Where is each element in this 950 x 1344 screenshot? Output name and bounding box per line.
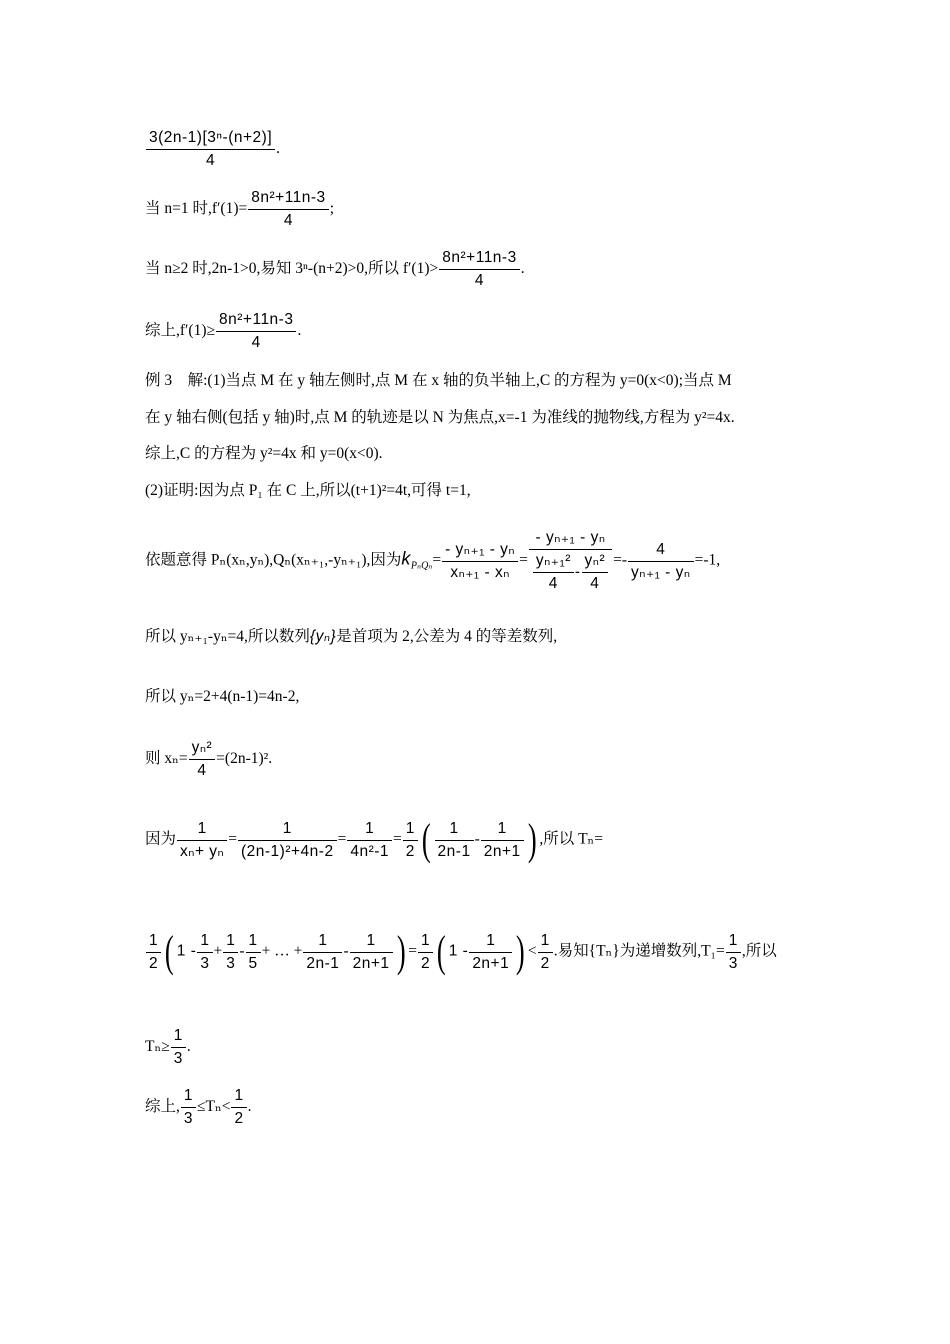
example-3-line-d: (2)证明:因为点 P₁ 在 C 上,所以(t+1)²=4t,可得 t=1, (145, 482, 471, 499)
fraction: $\frac{1}{2n+1}$ (350, 931, 393, 974)
fraction: $\frac{\text{yₙ₊₁²}}{4}$ (533, 551, 574, 594)
fraction: $\frac{1}{2}$ (538, 931, 553, 974)
fraction: $\frac{\text{8n²+11n-3}}{4}$ (439, 248, 519, 291)
formula-line-4: 综上,f′(1)≥ $\frac{\text{8n²+11n-3}}{4}$ . (145, 311, 302, 351)
fraction: $\frac{1}{2}$ (146, 931, 161, 974)
fraction: $\frac{4}{\text{yₙ₊₁ - yₙ}}$ (628, 540, 694, 583)
conclusion-line: 综上, $\frac{1}{3}$ ≤Tₙ< $\frac{1}{2}$ . (145, 1087, 252, 1127)
fraction: $\frac{1}{2n+1}$ (481, 819, 524, 862)
example-3-line-c: 综上,C 的方程为 y²=4x 和 y=0(x<0). (145, 445, 383, 462)
fraction: $\frac{\text{8n²+11n-3}}{4}$ (248, 188, 328, 231)
tn-bound-line: Tₙ≥ $\frac{1}{3}$ . (145, 1027, 191, 1067)
fraction: $\frac{\text{yₙ²}}{4}$ (582, 551, 609, 594)
sequence-line: 所以 yₙ₊₁-yₙ=4,所以数列{yₙ}是首项为 2,公差为 4 的等差数列, (145, 628, 558, 645)
fraction: $\frac{\text{8n²+11n-3}}{4}$ (216, 310, 296, 353)
fraction: $\frac{1}{3}$ (223, 931, 238, 974)
fraction: $\frac{1}{2n+1}$ (469, 931, 512, 974)
slope-line: 依题意得 Pₙ(xₙ,yₙ),Qₙ(xₙ₊₁,-yₙ₊₁),因为$k_{P_nQ_n}=$ $\frac{\text{- yₙ₊₁ - yₙ}}{\text{xₙ₊₁ - xₙ}}$ = - yₙ₊₁ - yₙ $\frac{\text{yₙ₊₁²}}{4}$ - $\frac{\text{yₙ²}}{4}$ =- $\frac{4}{\text{yₙ₊₁ - yₙ}}$ =-1, (145, 529, 721, 592)
fraction: $\frac{1}{2}$ (231, 1086, 246, 1129)
right-paren: ) (396, 927, 406, 976)
fraction: $\frac{1}{5}$ (246, 931, 261, 974)
right-paren: ) (516, 927, 525, 976)
fraction: $\frac{1}{\text{4n²-1}}$ (347, 819, 392, 862)
fraction: $\frac{1}{2n-1}$ (303, 931, 342, 974)
fraction: - yₙ₊₁ - yₙ $\frac{\text{yₙ₊₁²}}{4}$ - $\frac{\text{yₙ²}}{4}$ (529, 528, 612, 594)
fraction: $\frac{\text{yₙ²}}{4}$ (189, 738, 216, 781)
fraction: $\frac{1}{3}$ (181, 1086, 196, 1129)
example-3-line-b: 在 y 轴右侧(包括 y 轴)时,点 M 的轨迹是以 N 为焦点,x=-1 为准线的抛物线,方程为 y²=4x. (145, 409, 735, 426)
right-paren: ) (527, 815, 537, 864)
sum-line: $\frac{1}{2}$ ( 1 - $\frac{1}{3}$ + $\frac{1}{3}$ - $\frac{1}{5}$ + … + $\frac{1}{2n-1}$ - $\frac{1}{2n+1}$ ) = $\frac{1}{2}$ ( 1 - $\frac{1}{2n+1}$ ) < $\frac{1}{2}$ .易知{Tₙ}为递增数列,T₁= $\frac{1}{3}$ ,所以 (145, 930, 777, 974)
left-paren: ( (421, 815, 431, 864)
left-paren: ( (436, 927, 446, 976)
fraction: $\frac{1}{3}$ (171, 1026, 186, 1069)
formula-line-3: 当 n≥2 时,2n-1>0,易知 3ⁿ-(n+2)>0,所以 f′(1)> $\frac{\text{8n²+11n-3}}{4}$ . (145, 249, 525, 289)
fraction: $\frac{1}{\text{xₙ+ yₙ}}$ (177, 819, 227, 862)
fraction: $\frac{\text{- yₙ₊₁ - yₙ}}{\text{xₙ₊₁ - xₙ}}$ (442, 540, 518, 583)
fraction: $\frac{1}{3}$ (726, 931, 741, 974)
fraction: $\frac{1}{2n-1}$ (435, 819, 474, 862)
general-term-line: 所以 yₙ=2+4(n-1)=4n-2, (145, 688, 300, 705)
telescoping-line: 因为 $\frac{1}{\text{xₙ+ yₙ}}$ = $\frac{1}{\text{(2n-1)²+4n-2}}$ = $\frac{1}{\text{4n²-1}}$ = $\frac{1}{2}$ ( $\frac{1}{2n-1}$ - $\frac{1}{2n+1}$ ) ,所以 Tₙ= (145, 815, 603, 864)
example-3-line-a: 例 3 解:(1)当点 M 在 y 轴左侧时,点 M 在 x 轴的负半轴上,C 的方程为 y=0(x<0);当点 M (145, 372, 732, 389)
formula-line-2: 当 n=1 时,f′(1)= $\frac{\text{8n²+11n-3}}{4}$ ; (145, 189, 334, 229)
left-paren: ( (165, 927, 174, 976)
fraction: $\frac{1}{3}$ (197, 931, 212, 974)
formula-line-1: $\frac{\text{3(2n-1)[3ⁿ-(n+2)]}}{4}$ . (145, 128, 280, 171)
fraction: $\frac{\text{3(2n-1)[3ⁿ-(n+2)]}}{4}$ (146, 128, 275, 171)
fraction: $\frac{1}{\text{(2n-1)²+4n-2}}$ (238, 819, 337, 862)
fraction: $\frac{1}{2}$ (403, 819, 418, 862)
fraction: $\frac{1}{2}$ (418, 931, 433, 974)
xn-line: 则 xₙ= $\frac{\text{yₙ²}}{4}$ =(2n-1)². (145, 739, 273, 779)
